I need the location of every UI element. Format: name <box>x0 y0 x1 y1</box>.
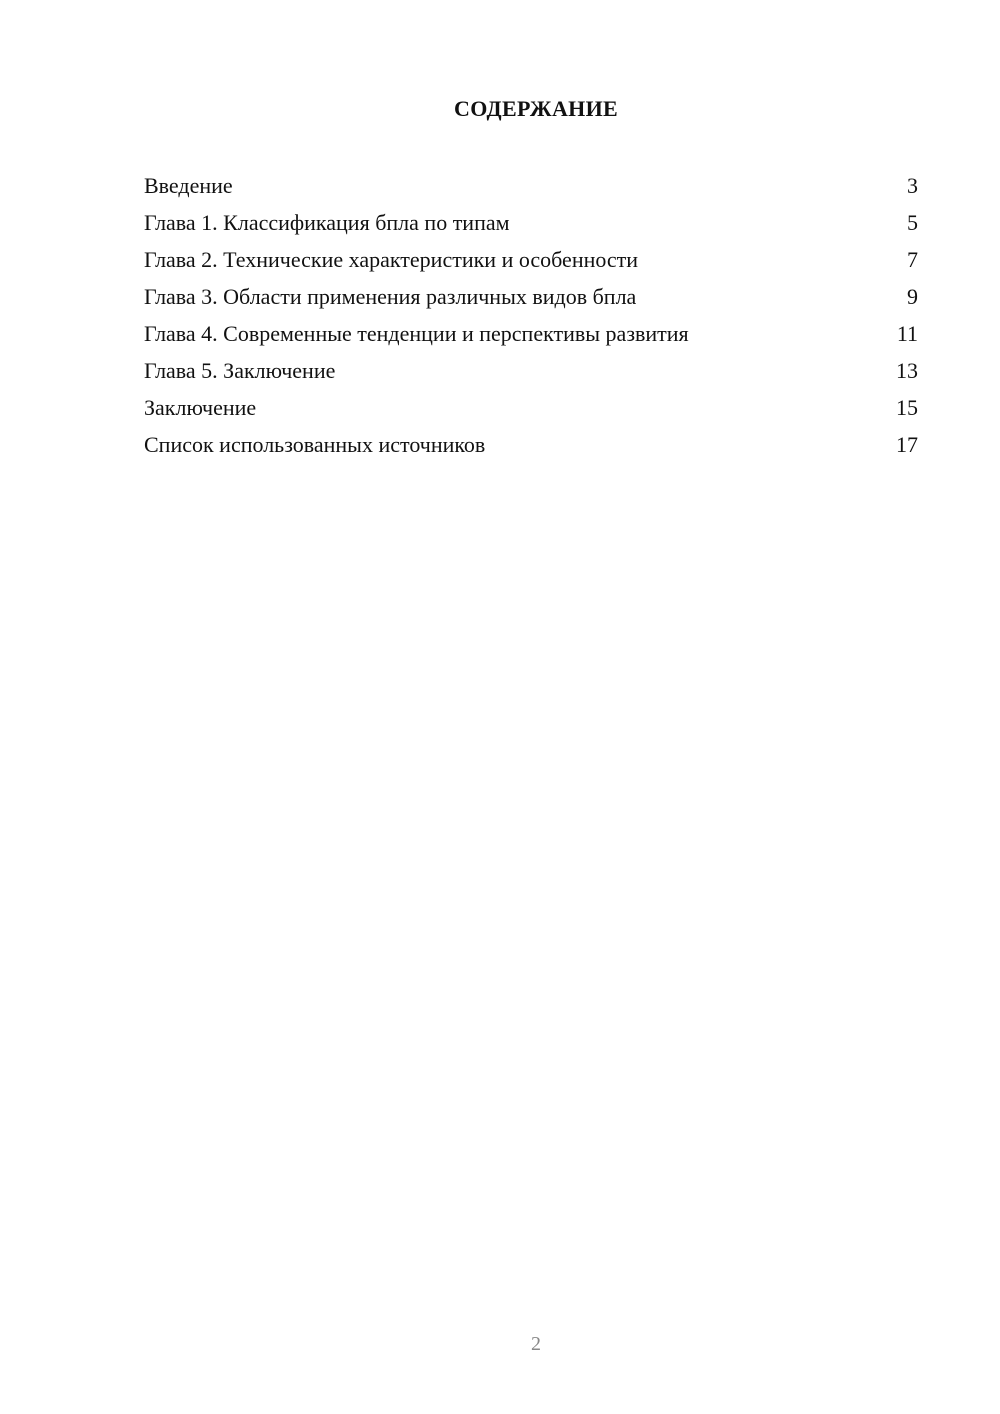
toc-entry-page: 5 <box>907 210 918 235</box>
toc-entry-page: 13 <box>896 358 918 383</box>
toc-entry-page: 9 <box>907 284 918 309</box>
toc-entry-page: 17 <box>896 432 918 457</box>
toc-entry-page: 11 <box>896 321 918 346</box>
toc-entry[interactable] <box>144 389 918 426</box>
toc-entry[interactable] <box>144 167 918 204</box>
toc-entry-page: 15 <box>896 395 918 420</box>
toc-entry-page: 3 <box>907 173 918 198</box>
table-of-contents <box>144 167 918 463</box>
toc-entry-title: Заключение <box>144 395 257 420</box>
toc-entry[interactable] <box>144 204 918 241</box>
toc-entry-title: Глава 2. Технические характеристики и особенности <box>144 247 639 272</box>
page-title: СОДЕРЖАНИЕ <box>454 96 618 121</box>
toc-entry-title: Глава 1. Классификация бпла по типам <box>144 210 510 235</box>
toc-entry[interactable] <box>144 426 918 463</box>
toc-entry-title: Глава 4. Современные тенденции и перспективы развития <box>144 321 689 346</box>
toc-entry[interactable] <box>144 241 918 278</box>
toc-entry[interactable] <box>144 352 918 389</box>
toc-entry-title: Глава 5. Заключение <box>144 358 336 383</box>
toc-entry[interactable] <box>144 278 918 315</box>
toc-entry-title: Глава 3. Области применения различных видов бпла <box>144 284 637 309</box>
toc-entry-title: Введение <box>144 173 233 198</box>
toc-entry-page: 7 <box>907 247 918 272</box>
toc-entry[interactable] <box>144 315 918 352</box>
toc-entry-title: Список использованных источников <box>144 432 486 457</box>
page-number: 2 <box>531 1333 541 1355</box>
